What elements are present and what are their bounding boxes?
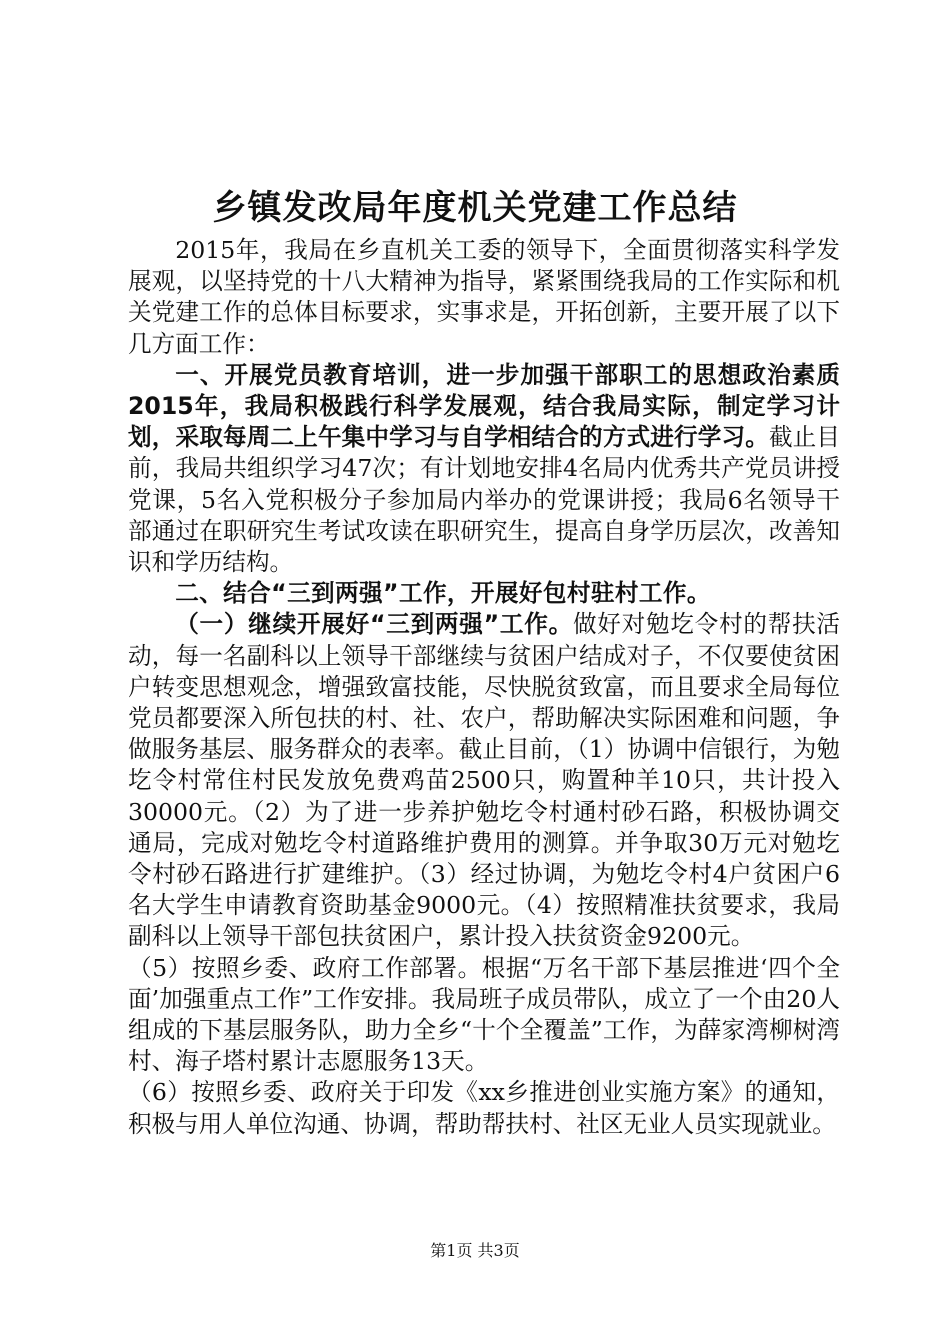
intro-paragraph: 2015年，我局在乡直机关工委的领导下，全面贯彻落实科学发展观，以坚持党的十八大精神为指导，紧紧围绕我局的工作实际和机关党建工作的总体目标要求，实事求是，开拓创新，主要开展了以下几方面工作： [128, 236, 840, 358]
section-2-item-5-paragraph: （5）按照乡委、政府工作部署。根据“万名干部下基层推进‘四个全面’加强重点工作”工作安排。我局班子成员带队，成立了一个由20人组成的下基层服务队，助力全乡“十个全覆盖”工作，为薛家湾柳树湾村、海子塔村累计志愿服务13天。 [128, 953, 840, 1076]
section-2-sub-1-paragraph [128, 609, 840, 952]
section-2-sub-1-body: 做好对勉圪令村的帮扶活动，每一名副科以上领导干部继续与贫困户结成对子，不仅要使贫困户转变思想观念，增强致富技能，尽快脱贫致富，而且要求全局每位党员都要深入所包扶的村、社、农户，帮助解决实际困难和问题，争做服务基层、服务群众的表率。截止目前，（1）协调中信银行，为勉圪令村常住村民发放免费鸡苗2500只，购置种羊10只，共计投入30000元。（2）为了进一步养护勉圪令村通村砂石路，积极协调交通局，完成对勉圪令村道路维护费用的测算。并争取30万元对勉圪令村砂石路进行扩建维护。（3）经过协调，为勉圪令村4户贫困户6名大学生申请教育资助基金9000元。（4）按照精准扶贫要求，我局副科以上领导干部包扶贫困户，累计投入扶贫资金9200元。 [128, 610, 841, 951]
document-title: 乡镇发改局年度机关党建工作总结 [212, 188, 738, 228]
section-1-body: 截止目前，我局共组织学习47次；有计划地安排4名局内优秀共产党员讲授党课，5名入党积极分子参加局内举办的党课讲授；我局6名领导干部通过在职研究生考试攻读在职研究生，提高自身学历层次，改善知识和学历结构。 [128, 423, 841, 577]
document-body [128, 235, 840, 1140]
page-footer: 第1页 共3页 [430, 1241, 520, 1260]
section-2-heading: 二、结合“三到两强”工作，开展好包村驻村工作。 [175, 579, 711, 608]
section-1-heading: 一、开展党员教育培训，进一步加强干部职工的思想政治素质2015年，我局积极践行科学发展观，结合我局实际，制定学习计划，采取每周二上午集中学习与自学相结合的方式进行学习。 [128, 360, 840, 452]
section-1-paragraph [128, 360, 840, 578]
section-2-sub-1-heading: （一）继续开展好“三到两强”工作。 [175, 610, 573, 639]
section-2-item-6-paragraph: （6）按照乡委、政府关于印发《xx乡推进创业实施方案》的通知，积极与用人单位沟通、协调，帮助帮扶村、社区无业人员实现就业。 [128, 1078, 840, 1138]
